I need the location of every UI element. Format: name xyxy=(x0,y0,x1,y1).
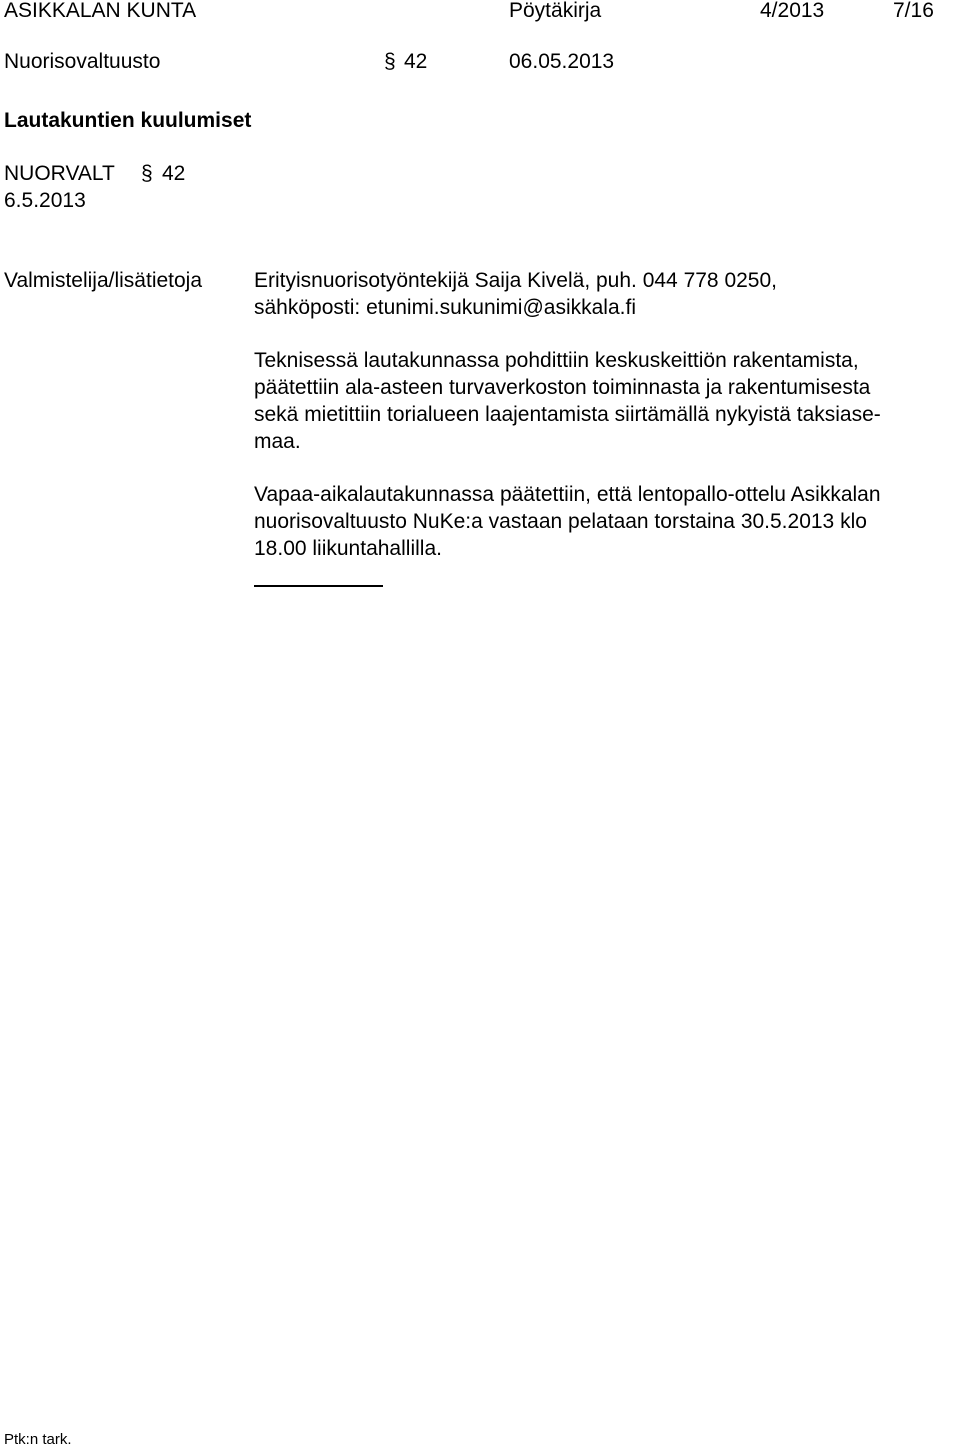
document-number: 4/2013 xyxy=(760,0,825,22)
paragraph-line: Teknisessä lautakunnassa pohdittiin keskuskeittiön rakentamista, xyxy=(254,349,859,372)
organization-name: ASIKKALAN KUNTA xyxy=(4,0,197,22)
paragraph-leisure-board xyxy=(254,481,954,562)
reference-section-symbol: § xyxy=(141,162,153,185)
minutes-checker-label: Ptk:n tark. xyxy=(4,1431,72,1448)
section-number: 42 xyxy=(404,50,428,73)
page-number: 7/16 xyxy=(893,0,934,22)
paragraph-technical-board xyxy=(254,347,954,455)
preparer-contact-line1: Erityisnuorisotyöntekijä Saija Kivelä, puh. 044 778 0250, xyxy=(254,269,777,292)
preparer-label: Valmistelija/lisätietoja xyxy=(4,269,203,292)
paragraph-line: 18.00 liikuntahallilla. xyxy=(254,537,442,560)
paragraph-line: Vapaa-aikalautakunnassa päätettiin, että lentopallo-ottelu Asikkalan xyxy=(254,483,881,506)
reference-date: 6.5.2013 xyxy=(4,189,86,212)
paragraph-line: maa. xyxy=(254,430,301,453)
meeting-date: 06.05.2013 xyxy=(509,50,615,73)
reference-section-number: 42 xyxy=(162,162,186,185)
page-title: Lautakuntien kuulumiset xyxy=(4,109,252,132)
paragraph-line: päätettiin ala-asteen turvaverkoston toiminnasta ja rakentumisesta xyxy=(254,376,871,399)
paragraph-line: nuorisovaltuusto NuKe:a vastaan pelataan torstaina 30.5.2013 klo xyxy=(254,510,867,533)
reference-body: NUORVALT xyxy=(4,162,115,185)
section-end-rule xyxy=(254,585,383,587)
section-symbol: § xyxy=(384,50,396,73)
document-type: Pöytäkirja xyxy=(509,0,602,22)
body-name: Nuorisovaltuusto xyxy=(4,50,161,73)
paragraph-line: sekä mietittiin torialueen laajentamista siirtämällä nykyistä taksiase- xyxy=(254,403,881,426)
preparer-contact-line2: sähköposti: etunimi.sukunimi@asikkala.fi xyxy=(254,296,636,319)
